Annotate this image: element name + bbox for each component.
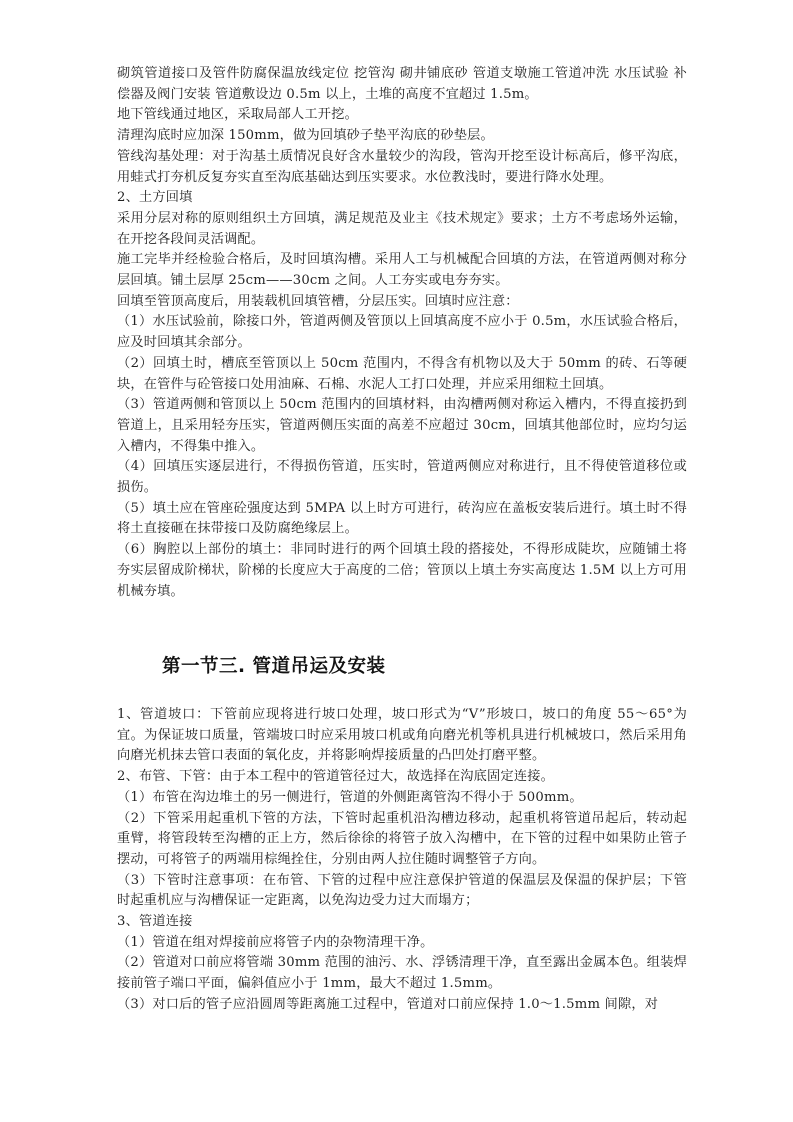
- paragraph-backfill-principle: 采用分层对称的原则组织土方回填，满足规范及业主《技术规定》要求；土方不考虑场外运输，在开挖各段间灵活调配。: [117, 210, 687, 247]
- list-item-backfill-5: （5）填土应在管座砼强度达到 5MPA 以上时方可进行，砖沟应在盖板安装后进行。填土时不得将土直接砸在抹带接口及防腐绝缘层上。: [117, 500, 687, 537]
- paragraph-process-list: 砌筑管道接口及管件防腐保温放线定位 挖管沟 砌井铺底砂 管道支墩施工管道冲洗 水压试验 补偿器及阀门安装 管道敷设边 0.5m 以上，土堆的高度不宜超过 1.5m。: [117, 66, 687, 102]
- paragraph-trench-base: 管线沟基处理：对于沟基土质情况良好含水量较少的沟段，管沟开挖至设计标高后，修平沟底，用蛙式打夯机反复夯实直至沟底基础达到压实要求。水位教浅时，要进行降水处理。: [117, 148, 687, 185]
- list-item-laying-3: （3）下管时注意事项：在布管、下管的过程中应注意保护管道的保温层及保温的保护层；下管时起重机应与沟槽保证一定距离，以免沟边受力过大而塌方；: [117, 872, 687, 909]
- list-item-backfill-1: （1）水压试验前，除接口外，管道两侧及管顶以上回填高度不应小于 0.5m，水压试验合格后，应及时回填其余部分。: [117, 314, 687, 351]
- list-item-backfill-3: （3）管道两侧和管顶以上 50cm 范围内的回填材料，由沟槽两侧对称运入槽内，不得直接扔到管道上，且采用轻夯压实，管道两侧压实面的高差不应超过 30cm，回填其他部位时，应均匀运入槽内，不得集中推入。: [117, 397, 687, 454]
- list-item-laying-1: （1）布管在沟边堆土的另一侧进行，管道的外侧距离管沟不得小于 500mm。: [117, 789, 583, 805]
- list-item-backfill-2: （2）回填土时，槽底至管顶以上 50cm 范围内，不得含有机物以及大于 50mm 的砖、石等硬块，在管件与砼管接口处用油麻、石棉、水泥人工打口处理，并应采用细粒土回填。: [117, 355, 687, 392]
- section-earthwork: [117, 64, 687, 602]
- paragraph-backfill-notes: 回填至管顶高度后，用装载机回填管槽，分层压实。回填时应注意：: [117, 293, 519, 309]
- subheading-backfill: 2、土方回填: [117, 190, 193, 206]
- list-item-backfill-6: （6）胸腔以上部份的填土：非同时进行的两个回填土段的搭接处，不得形成陡坎，应随铺土将夯实层留成阶梯状，阶梯的长度应大于高度的二倍；管顶以上填土夯实高度达 1.5M 以上方可用机械夯填。: [117, 542, 687, 599]
- subheading-pipe-connection: 3、管道连接: [117, 914, 193, 930]
- paragraph-pipe-bevel: 1、管道坡口：下管前应现将进行坡口处理，坡口形式为“V”形坡口，坡口的角度 55～65°为宜。为保证坡口质量，管端坡口时应采用坡口机或角向磨光机等机具进行机械坡口，然后采用角向磨光机抹去管口表面的氧化皮，并将影响焊接质量的凸凹处打磨平整。: [117, 707, 687, 764]
- list-item-connection-1: （1）管道在组对焊接前应将管子内的杂物清理干净。: [117, 934, 434, 950]
- list-item-connection-2: （2）管道对口前应将管端 30mm 范围的油污、水、浮锈清理干净，直至露出金属本色。组装焊接前管子端口平面，偏斜值应小于 1mm，最大不超过 1.5mm。: [117, 955, 687, 992]
- list-item-backfill-4: （4）回填压实逐层进行，不得损伤管道，压实时，管道两侧应对称进行，且不得使管道移位或损伤。: [117, 459, 687, 496]
- list-item-laying-2: （2）下管采用起重机下管的方法，下管时起重机沿沟槽边移动，起重机将管道吊起后，转动起重臂，将管段转至沟槽的正上方，然后徐徐的将管子放入沟槽中，在下管的过程中如果防止管子摆动，可将管子的两端用棕绳拴住，分别由两人拉住随时调整管子方向。: [117, 810, 687, 867]
- paragraph-manual-excavation: 地下管线通过地区，采取局部人工开挖。: [117, 107, 358, 123]
- list-item-connection-3: （3）对口后的管子应沿圆周等距离施工过程中，管道对口前应保持 1.0～1.5mm 间隙，对: [117, 996, 659, 1012]
- paragraph-backfill-method: 施工完毕并经检验合格后，及时回填沟槽。采用人工与机械配合回填的方法，在管道两侧对称分层回填。铺土层厚 25cm——30cm 之间。人工夯实或电夯夯实。: [117, 252, 687, 289]
- paragraph-pipe-laying: 2、布管、下管：由于本工程中的管道管径过大，故选择在沟底固定连接。: [117, 769, 554, 785]
- section-pipe-installation: [117, 705, 687, 1016]
- section-heading: 第一节三. 管道吊运及安装: [162, 656, 386, 677]
- paragraph-trench-bottom: 清理沟底时应加深 150mm，做为回填砂子垫平沟底的砂垫层。: [117, 128, 494, 144]
